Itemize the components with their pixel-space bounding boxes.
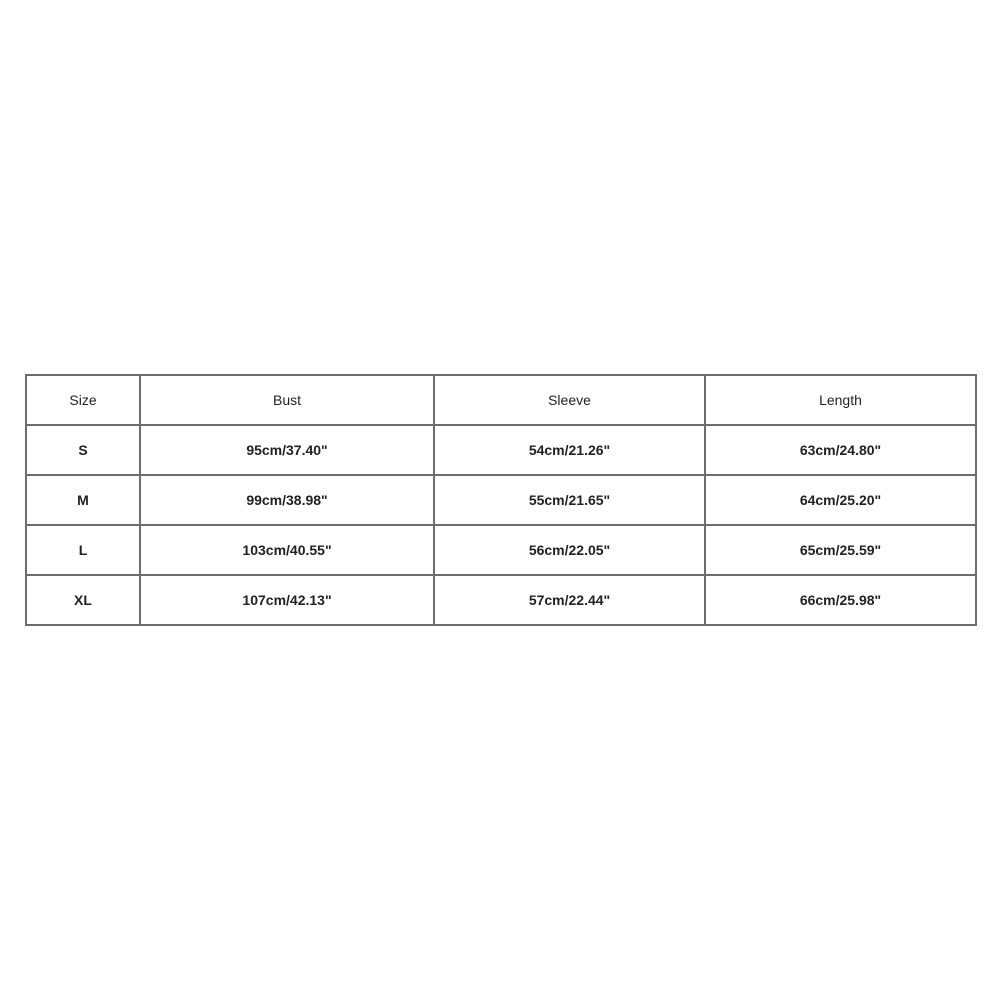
table-row <box>26 475 976 525</box>
header-bust: Bust <box>140 375 434 425</box>
cell-sleeve: 55cm/21.65" <box>434 475 705 525</box>
cell-length: 64cm/25.20" <box>705 475 976 525</box>
header-length: Length <box>705 375 976 425</box>
cell-bust: 95cm/37.40" <box>140 425 434 475</box>
cell-sleeve: 56cm/22.05" <box>434 525 705 575</box>
cell-size: L <box>26 525 140 575</box>
cell-length: 66cm/25.98" <box>705 575 976 625</box>
size-chart-table <box>25 374 977 626</box>
cell-sleeve: 54cm/21.26" <box>434 425 705 475</box>
header-size: Size <box>26 375 140 425</box>
table-header-row <box>26 375 976 425</box>
table-row <box>26 575 976 625</box>
table-row <box>26 425 976 475</box>
cell-length: 65cm/25.59" <box>705 525 976 575</box>
cell-bust: 99cm/38.98" <box>140 475 434 525</box>
table-row <box>26 525 976 575</box>
cell-sleeve: 57cm/22.44" <box>434 575 705 625</box>
cell-bust: 103cm/40.55" <box>140 525 434 575</box>
cell-size: XL <box>26 575 140 625</box>
cell-size: S <box>26 425 140 475</box>
header-sleeve: Sleeve <box>434 375 705 425</box>
cell-bust: 107cm/42.13" <box>140 575 434 625</box>
cell-size: M <box>26 475 140 525</box>
cell-length: 63cm/24.80" <box>705 425 976 475</box>
